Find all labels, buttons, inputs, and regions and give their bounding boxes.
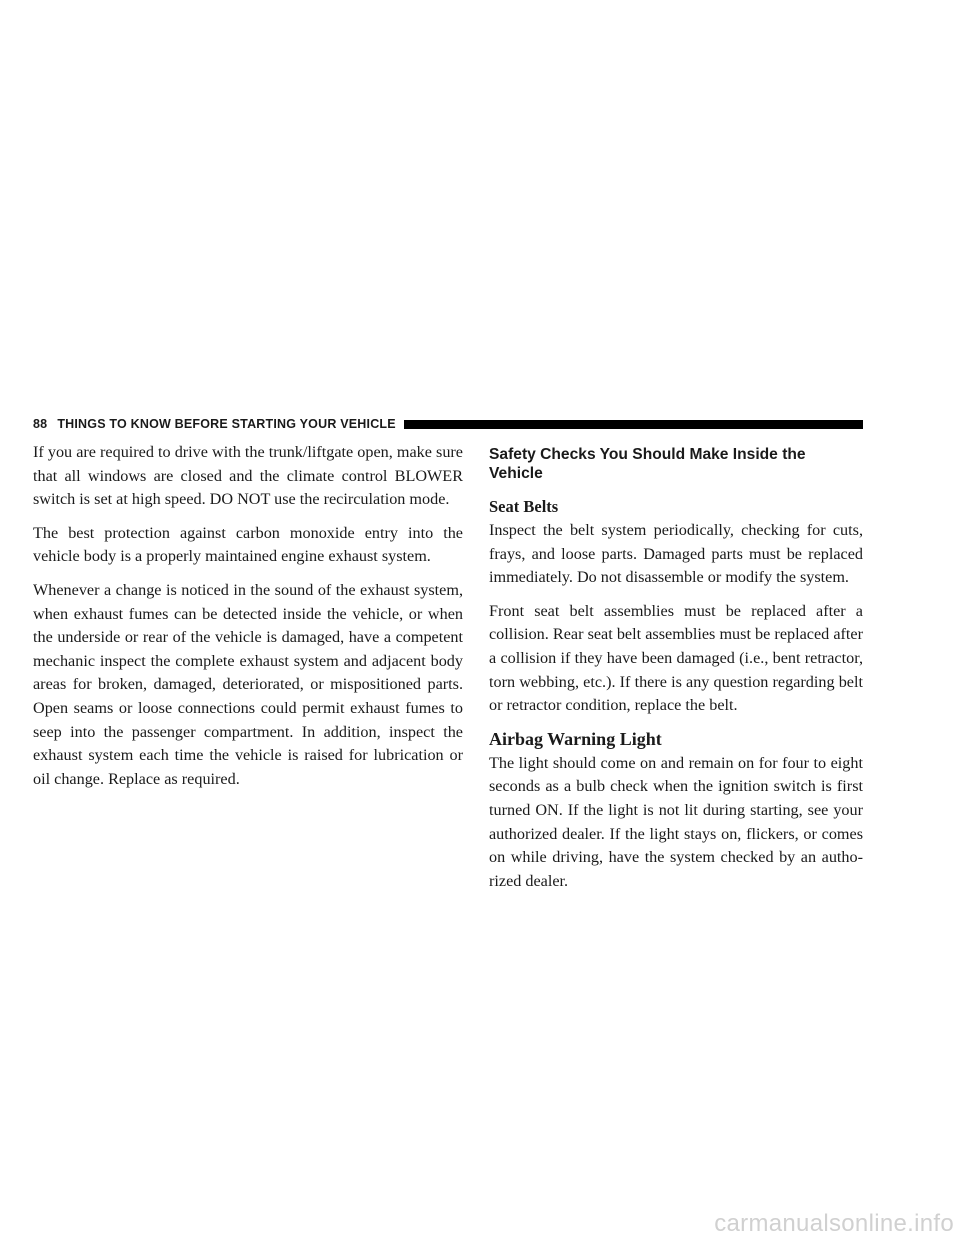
header-rule xyxy=(404,420,863,429)
paragraph-exhaust-change: Whenever a change is noticed in the sound of the exhaust system, when exhaust fumes can be detected inside the vehicle, or when the underside or rear of the vehicle is damaged, have a competent mechanic inspect the complete exhaust system and adjacent body areas for broken, damaged, deteriorated, or mispositioned parts. Open seams or loose connections could permit exhaust fumes to seep into the passenger compartment. In addition, inspect the exhaust system each time the vehicle is raised for lubrication or oil change. Replace as required. xyxy=(33,580,463,788)
paragraph-inspect-belts: Inspect the belt system periodically, checking for cuts, frays, and loose parts. Damaged parts must be replaced immediately. Do not disassemble or modify the system. xyxy=(489,521,863,587)
watermark-link[interactable]: carmanualsonline.info xyxy=(714,1210,954,1237)
page-number: 88 xyxy=(33,417,48,431)
safety-checks-heading: Safety Checks You Should Make Inside the Vehicle xyxy=(489,446,806,482)
right-column xyxy=(489,441,863,903)
airbag-warning-heading: Airbag Warning Light xyxy=(489,728,662,749)
paragraph-trunk-open: If you are required to drive with the trunk/liftgate open, make sure that all windows are closed and the climate control BLOWER switch is set at high speed. DO NOT use the recirculation mode. xyxy=(33,443,463,509)
seat-belts-heading: Seat Belts xyxy=(489,497,559,516)
paragraph-best-protection: The best protection against carbon monoxide entry into the vehicle body is a properly maintained engine exhaust system. xyxy=(33,523,463,566)
paragraph-airbag-light: The light should come on and remain on for four to eight seconds as a bulb check when the ignition switch is first turned ON. If the light is not lit during starting, see your authorized dealer. If the light stays on, flickers, or comes on while driving, have the system checked by an authorized dealer. xyxy=(489,753,863,890)
page-header xyxy=(33,416,863,432)
left-column xyxy=(33,441,463,801)
paragraph-front-seat-belts: Front seat belt assemblies must be replaced after a collision. Rear seat belt assemblies must be replaced after a collision if they have been damaged (i.e., bent retractor, torn webbing, etc.). If there is any question regarding belt or retractor condition, replace the belt. xyxy=(489,601,863,715)
section-title: THINGS TO KNOW BEFORE STARTING YOUR VEHICLE xyxy=(57,417,396,431)
